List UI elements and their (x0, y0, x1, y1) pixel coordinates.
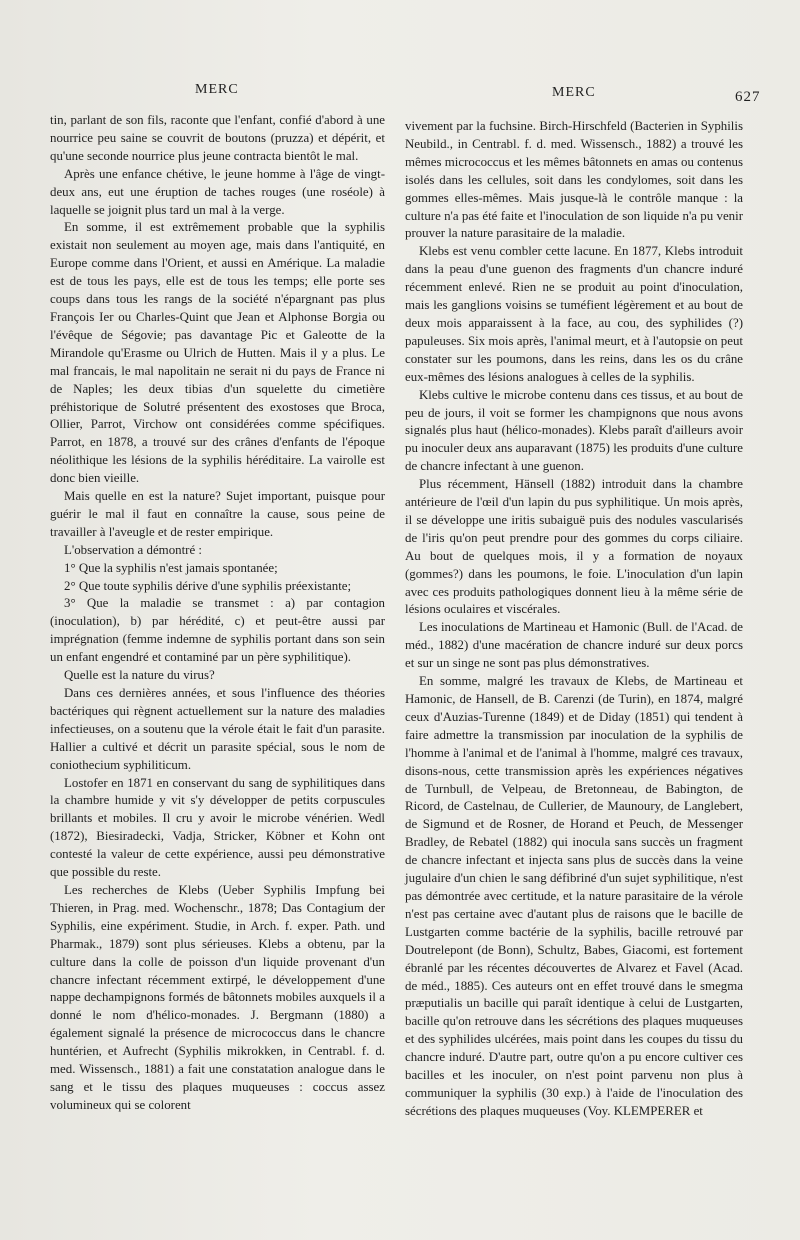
paragraph: Plus récemment, Hänsell (1882) introduit dans la chambre antérieure de l'œil d'un lapin du pus syphilitique. Un mois après, il se développe une iritis subaiguë puis des nodules vascularisés de l'iris qu'on peut prendre pour des gommes du corps ciliaire. Au bout de quelques mois, il y a formation de noyaux (gommes?) dans les poumons, le foie. L'inoculation d'un lapin avec ces produits pathologiques donnent lieu à la même série de lésions oculaires et viscérales. (405, 477, 743, 617)
paragraph: Lostofer en 1871 en conservant du sang de syphilitiques dans la chambre humide y vit s'y développer de petits corpuscules brillants et mobiles. Il cru y avoir le microbe vénérien. Wedl (1872), Biesiradecki, Vadja, Stricker, Köbner et Kohn ont contesté la valeur de cette expérience, aussi peu démonstrative que possible du reste. (50, 775, 385, 880)
paragraph: Les inoculations de Martineau et Hamonic (Bull. de l'Acad. de méd., 1882) d'une macération de chancre induré sur deux porcs et sur un singe ne sont pas plus démonstratives. (405, 620, 743, 671)
list-item: 3° Que la maladie se transmet : a) par contagion (inoculation), b) par hérédité, c) et peut-être aussi par imprégnation (femme indemne de syphilis portant dans son sein un enfant engendré et contaminé par un père syphilitique). (50, 596, 385, 665)
paragraph: Quelle est la nature du virus? (64, 668, 215, 683)
paragraph: Mais quelle en est la nature? Sujet important, puisque pour guérir le mal il faut en connaître la cause, sous peine de travailler à l'aveugle et de rester empirique. (50, 489, 385, 539)
paragraph: Klebs cultive le microbe contenu dans ces tissus, et au bout de peu de jours, il voit se former les champignons que nous avons signalés plus haut (hélico-monades). Klebs paraît d'ailleurs avoir pu inoculer deux ans auparavant (1875) les produits d'une culture de chancre infectant à une guenon. (405, 387, 743, 474)
paragraph: Après une enfance chétive, le jeune homme à l'âge de vingt-deux ans, eut une éruption de taches rouges (une roséole) à laquelle se joignit plus tard un mal à la verge. (50, 166, 385, 217)
running-title-right: MERC (552, 85, 596, 100)
paragraph: Klebs est venu combler cette lacune. En 1877, Klebs introduit dans la peau d'une guenon des fragments d'un chancre induré récemment enlevé. Rien ne se produit au point d'inoculation, mais les ganglions voisins se tuméfient légèrement et au bout de deux mois apparaissent à la face, au cou, des syphilides (?) papuleuses. Six mois après, l'animal meurt, et à l'autopsie on peut constater sur les poumons, dans les reins, dans les os du crâne eux-mêmes des lésions analogues à celles de la syphilis. (405, 244, 743, 384)
paragraph: En somme, malgré les travaux de Klebs, de Martineau et Hamonic, de Hansell, de B. Carenzi (de Turin), en 1874, malgré ceux d'Auzias-Turenne (1849) et de Diday (1851) qui tendent à faire admettre la transmission par inoculation de la syphilis de l'homme à l'animal et de l'animal à l'homme, malgré ces travaux, disons-nous, cette transmission après les expériences négatives de Turnbull, de Velpeau, de Bretonneau, de Babington, de Ricord, de Castelnau, de Cullerier, de Maunoury, de Langlebert, de Sigmund et de Rosner, de Horand et Peuch, de Messenger Bradley, de Rebatel (1882) qui inocula sans succès un fragment de chancre infectant et injecta sans plus de succès dans la veine jugulaire d'un chien le sang défibriné d'un sujet syphilitique, n'est pas démontrée avec certitude, et la nature parasitaire de la vérole n'est pas certaine avec d'autant plus de raisons que le bacille de Lustgarten comme bactérie de la syphilis, bacille retrouvé par Doutrelepont (de Bonn), Schultz, Babes, Giacomi, est fortement ébranlé par les récentes découvertes de Alvarez et Favel (Acad. de méd., 1885). Ces auteurs ont en effet trouvé dans le smegma præputialis un bacille qui paraît identique à celui de Lustgarten, bacille qu'on retrouve dans les sécrétions des plaques muqueuses et des syphilides ulcérées, mais point dans les coupes du tissu du chancre induré. D'autre part, outre qu'on a pu encore cultiver ces bacilles et les inoculer, on n'est point parvenu non plus à communiquer la syphilis (30 exp.) à l'aide de l'inoculation des sécrétions des plaques muqueuses (Voy. KLEMPERER et (405, 674, 743, 1118)
right-column (405, 118, 743, 1121)
page-number: 627 (735, 89, 761, 105)
running-title-left: MERC (195, 82, 239, 97)
paragraph: Les recherches de Klebs (Ueber Syphilis Impfung bei Thieren, in Prag. med. Wochenschr., 1878; Das Contagium der Syphilis, eine expériment. Studie, in Arch. f. exper. Path. und Pharmak., 1879) sont plus sérieuses. Klebs a obtenu, par la culture dans la colle de poisson d'un liquide provenant d'un chancre infectant récemment extirpé, le développement d'une nappe dechampignons formés de bâtonnets mobiles auxquels il a donné le nom d'hélico-monades. J. Bergmann (1880) a également signalé la présence de micrococcus dans le chancre huntérien, et Aufrecht (Syphilis mikrokken, in Centrabl. f. d. med. Wissensch., 1881) a fait une constatation analogue dans le sang et le tissu des plaques muqueuses : coccus assez volumineux qui se colorent (50, 882, 385, 1112)
list-item: 1° Que la syphilis n'est jamais spontanée; (64, 560, 278, 575)
paragraph: En somme, il est extrêmement probable que la syphilis existait non seulement au moyen age, mais dans l'antiquité, en Europe comme dans l'Orient, et aussi en Amérique. La maladie est de tous les pays, elle est de tous les temps; elle porte ses coups dans tous les rangs de la société n'épargnant pas plus François Ier ou Charles-Quint que Jean et Alphonse Borgia ou l'évêque de Ségovie; pas davantage Pic et Galeotte de la Mirandole qu'Erasme ou Ulrich de Hutten. Mais il y a plus. Le mal francais, le mal napolitain ne serait ni du pays de France ni de Naples; les deux tibias d'un squelette du cimetière préhistorique de Solutré présentent des exostoses que Broca, Ollier, Parrot, Virchow ont considérées comme spécifiques. Parrot, en 1878, a trouvé sur des crânes d'enfants de l'époque néolithique les lésions de la syphilis héréditaire. La vairolle est donc bien vieille. (50, 220, 385, 486)
paragraph: L'observation a démontré : (64, 542, 202, 557)
left-column (50, 112, 385, 1115)
paragraph: vivement par la fuchsine. Birch-Hirschfeld (Bacterien in Syphilis Neubild., in Centrabl. f. d. med. Wissensch., 1882) a trouvé les mêmes micrococcus et les mêmes bâtonnets en amas ou contenus isolés dans les cellules, soit dans les condylomes, soit dans les gommes elles-mêmes. Mais jusque-là le contrôle manque : la culture n'a pas été faite et l'inoculation de son liquide n'a pu venir prouver la nature parasitaire de la maladie. (405, 119, 743, 241)
list-item: 2° Que toute syphilis dérive d'une syphilis préexistante; (64, 578, 352, 593)
paragraph: Dans ces dernières années, et sous l'influence des théories bactériques qui règnent actuellement sur la nature des maladies infectieuses, on a soutenu que la vérole était le fait d'un parasite. Hallier a cultivé et décrit un parasite spécial, sous le nom de coniothecium syphiliticum. (50, 686, 385, 772)
paragraph: tin, parlant de son fils, raconte que l'enfant, confié d'abord à une nourrice peu saine se couvrit de boutons (pruzza) et dépérit, et qu'une seconde nourrice plus jeune contracta bientôt le mal. (50, 113, 385, 163)
